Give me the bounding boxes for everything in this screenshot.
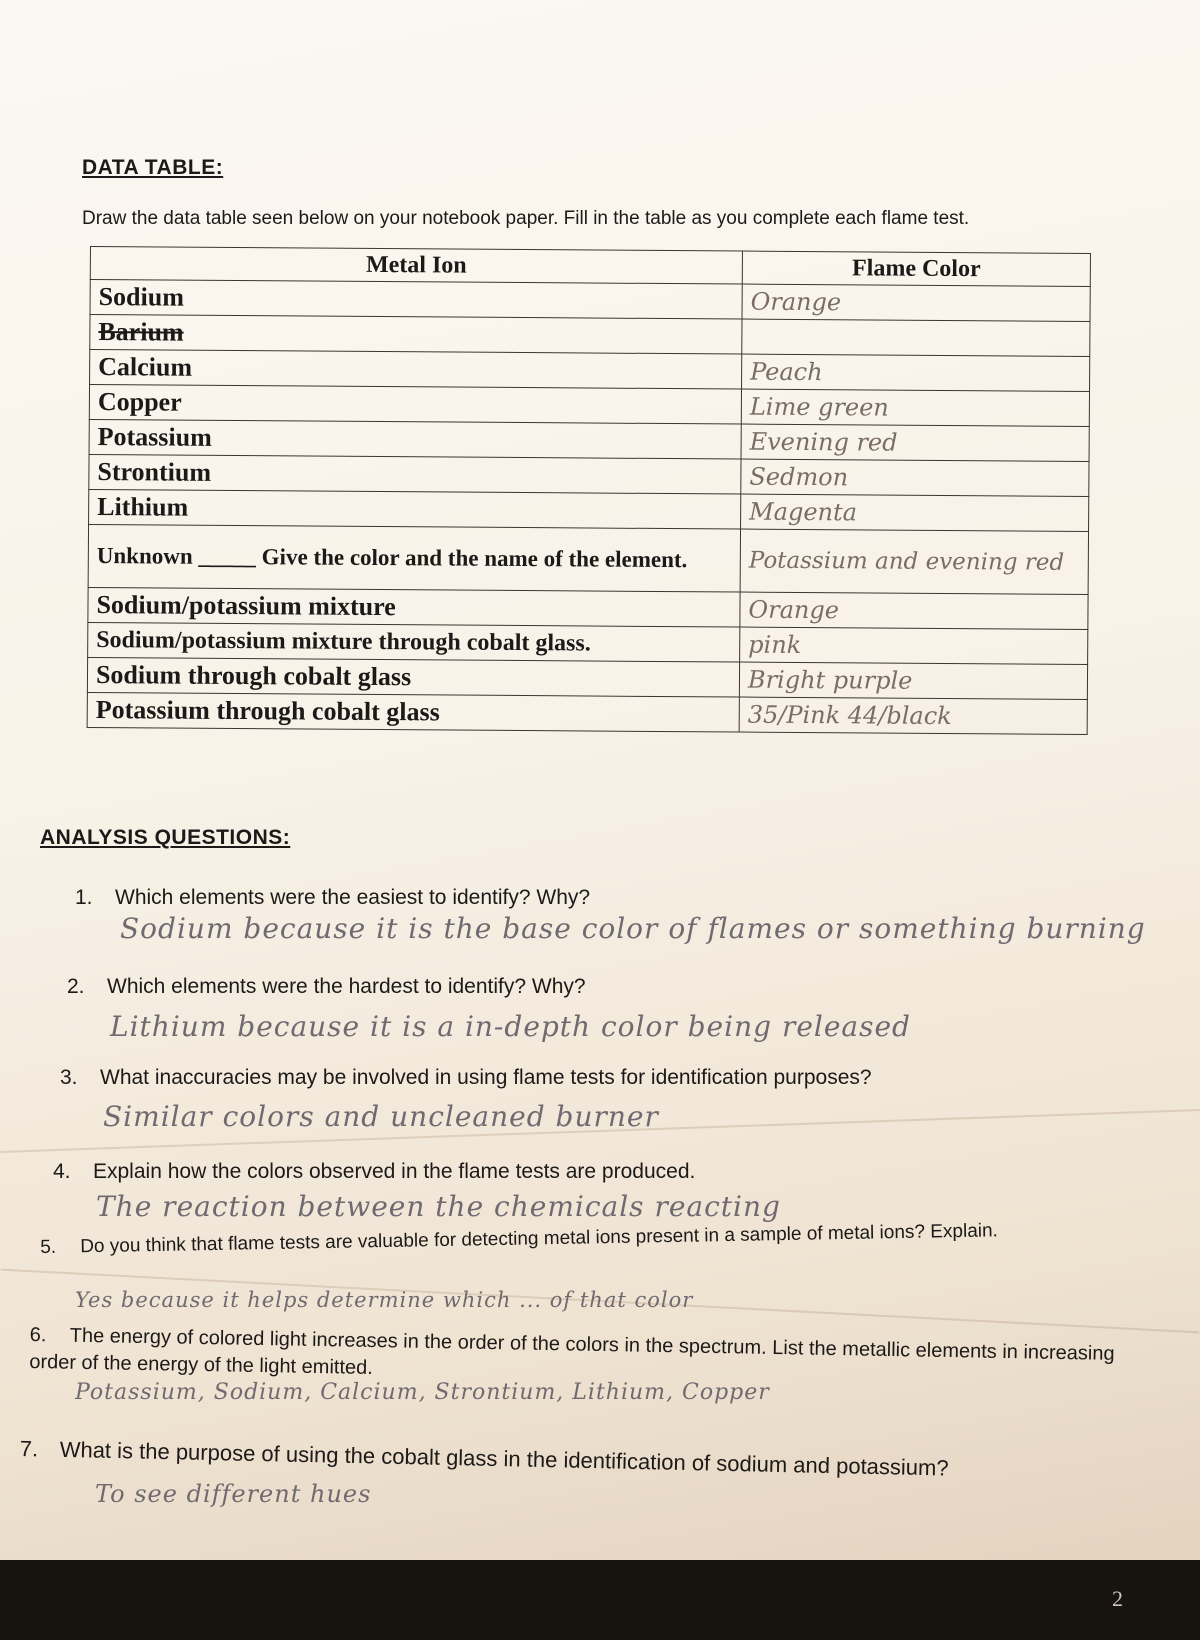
metal-ion-cell: Sodium through cobalt glass bbox=[87, 657, 739, 697]
answer-1: Sodium because it is the base color of flames or something burning bbox=[120, 912, 1146, 945]
page-number: 2 bbox=[1112, 1586, 1123, 1611]
metal-ion-cell: Potassium bbox=[89, 419, 741, 459]
question-3 bbox=[60, 1066, 872, 1090]
metal-ion-cell: Calcium bbox=[90, 350, 742, 390]
metal-ion-cell: Strontium bbox=[89, 454, 741, 494]
question-number: 1. bbox=[75, 886, 93, 909]
flame-color-cell: Bright purple bbox=[739, 662, 1087, 699]
metal-ion-cell: Unknown _____ Give the color and the name of the element. bbox=[88, 524, 740, 592]
question-text: Which elements were the hardest to identify? Why? bbox=[107, 975, 586, 998]
header-flame-color: Flame Color bbox=[742, 251, 1090, 286]
flame-color-cell: 35/Pink 44/black bbox=[739, 697, 1087, 734]
table-row bbox=[87, 692, 1087, 734]
table-row bbox=[88, 524, 1088, 594]
question-number: 3. bbox=[60, 1066, 78, 1089]
question-number: 7. bbox=[19, 1436, 39, 1462]
flame-color-cell: Potassium and evening red bbox=[740, 529, 1088, 594]
answer-5: Yes because it helps determine which ... of that color bbox=[75, 1288, 694, 1312]
flame-color-cell: Sedmon bbox=[741, 459, 1089, 496]
flame-color-cell: Lime green bbox=[741, 389, 1089, 426]
question-4 bbox=[53, 1160, 695, 1184]
metal-ion-cell: Sodium bbox=[90, 280, 742, 320]
question-number: 2. bbox=[67, 975, 85, 998]
flame-color-cell: Evening red bbox=[741, 424, 1089, 461]
question-text: What inaccuracies may be involved in using flame tests for identification purposes? bbox=[100, 1066, 872, 1089]
question-2 bbox=[67, 975, 586, 999]
analysis-questions-heading: ANALYSIS QUESTIONS: bbox=[40, 826, 291, 849]
answer-3: Similar colors and uncleaned burner bbox=[103, 1100, 659, 1133]
flame-color-cell: Orange bbox=[740, 592, 1088, 629]
question-number: 4. bbox=[53, 1160, 71, 1183]
header-metal-ion: Metal Ion bbox=[90, 247, 742, 285]
question-number: 6. bbox=[29, 1323, 47, 1347]
instructions-text: Draw the data table seen below on your notebook paper. Fill in the table as you complete each flame test. bbox=[82, 208, 970, 229]
question-text: The energy of colored light increases in the order of the colors in the spectrum. List the metallic elements in increasing order of the energy of the light emitted. bbox=[29, 1324, 1115, 1379]
flame-color-cell bbox=[742, 319, 1090, 356]
question-text: Which elements were the easiest to identify? Why? bbox=[115, 886, 591, 909]
answer-4: The reaction between the chemicals reacting bbox=[96, 1190, 781, 1223]
question-1 bbox=[75, 886, 590, 910]
metal-ion-cell: Sodium/potassium mixture bbox=[88, 587, 740, 627]
flame-color-cell: Orange bbox=[742, 284, 1090, 321]
answer-6: Potassium, Sodium, Calcium, Strontium, Lithium, Copper bbox=[75, 1380, 770, 1405]
question-text: Do you think that flame tests are valuable for detecting metal ions present in a sample of metal ions? Explain. bbox=[80, 1220, 999, 1258]
question-text: What is the purpose of using the cobalt glass in the identification of sodium and potassium? bbox=[59, 1436, 949, 1481]
question-number: 5. bbox=[40, 1236, 57, 1258]
metal-ion-cell: Potassium through cobalt glass bbox=[87, 692, 739, 732]
metal-ion-cell: Sodium/potassium mixture through cobalt glass. bbox=[88, 622, 740, 662]
data-table bbox=[87, 246, 1091, 735]
answer-7: To see different hues bbox=[95, 1480, 372, 1508]
metal-ion-cell: Copper bbox=[89, 385, 741, 425]
flame-color-cell: Peach bbox=[742, 354, 1090, 391]
flame-color-cell: pink bbox=[740, 627, 1088, 664]
metal-ion-cell: Barium bbox=[90, 315, 742, 355]
metal-ion-cell: Lithium bbox=[89, 489, 741, 529]
question-text: Explain how the colors observed in the flame tests are produced. bbox=[93, 1160, 696, 1183]
data-table-heading: DATA TABLE: bbox=[82, 156, 224, 179]
background-surface bbox=[0, 1560, 1200, 1640]
answer-2: Lithium because it is a in-depth color being released bbox=[110, 1010, 911, 1043]
flame-color-cell: Magenta bbox=[741, 494, 1089, 531]
